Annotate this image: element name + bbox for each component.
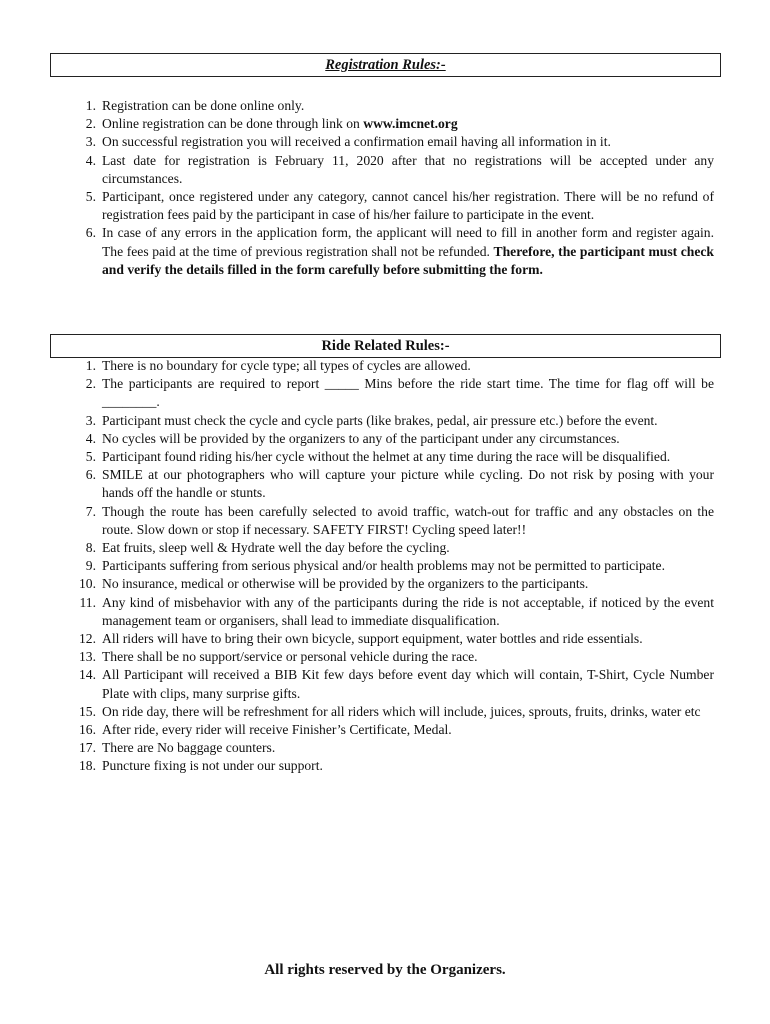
rule-text: No insurance, medical or otherwise will be provided by the organizers to the participants.	[102, 576, 589, 592]
rule-number: 9.	[85, 558, 96, 574]
rule-number: 10.	[79, 576, 96, 592]
rule-number: 18.	[79, 758, 96, 774]
rule-number: 15.	[79, 703, 96, 719]
registration-heading-box	[50, 53, 721, 77]
rule-number: 2.	[85, 116, 96, 132]
rule-number: 6.	[85, 467, 96, 483]
rule-item	[0, 412, 714, 430]
rule-text: No cycles will be provided by the organizers to any of the participant under any circumstances.	[102, 430, 620, 446]
rule-item	[0, 188, 714, 224]
rule-text: There is no boundary for cycle type; all types of cycles are allowed.	[102, 358, 471, 373]
rule-item	[0, 357, 714, 375]
rule-text: All riders will have to bring their own bicycle, support equipment, water bottles and ride essentials.	[102, 631, 643, 647]
footer-rights: All rights reserved by the Organizers.	[264, 962, 506, 978]
rule-number: 16.	[79, 722, 96, 738]
rule-number: 5.	[85, 449, 96, 465]
rule-text: All Participant will received a BIB Kit few days before event day which will contain, T-Shirt, Cycle Number Plate with clips, many surprise gifts.	[102, 667, 714, 701]
rule-item	[0, 224, 714, 279]
rule-text: Participant must check the cycle and cycle parts (like brakes, pedal, air pressure etc.) before the event.	[102, 412, 658, 428]
registration-heading: Registration Rules:-	[325, 57, 446, 73]
rule-number: 14.	[79, 667, 96, 683]
rule-number: 3.	[85, 412, 96, 428]
rule-item	[0, 557, 714, 575]
rule-number: 7.	[85, 503, 96, 519]
rule-number: 2.	[85, 376, 96, 392]
rule-item	[0, 739, 714, 757]
registration-rules-list	[0, 97, 714, 279]
rule-text: Eat fruits, sleep well & Hydrate well the day before the cycling.	[102, 540, 450, 556]
rule-item	[0, 115, 714, 133]
rule-text: Participant, once registered under any category, cannot cancel his/her registration. There will be no refund of registration fees paid by the participant in case of his/her failure to participate in the event.	[102, 189, 714, 223]
rule-bold-text: www.imcnet.org	[363, 116, 458, 132]
rule-number: 5.	[85, 189, 96, 205]
ride-heading-box	[50, 334, 721, 358]
rule-text: On ride day, there will be refreshment for all riders which will include, juices, sprouts, fruits, drinks, water etc	[102, 703, 701, 719]
rule-text: In case of any errors in the application form, the applicant will need to fill in another form and register again. The fees paid at the time of previous registration shall not be refunded.	[102, 225, 714, 259]
rule-text: Participants suffering from serious physical and/or health problems may not be permitted to participate.	[102, 558, 665, 574]
rule-item	[0, 152, 714, 188]
rule-text: On successful registration you will received a confirmation email having all information in it.	[102, 134, 611, 150]
rule-number: 4.	[85, 152, 96, 168]
rule-text: Puncture fixing is not under our support.	[102, 758, 323, 774]
rule-text: Participant found riding his/her cycle without the helmet at any time during the race will be disqualified.	[102, 449, 671, 465]
rule-item	[0, 133, 714, 151]
rule-number: 13.	[79, 649, 96, 665]
rule-text: Last date for registration is February 11, 2020 after that no registrations will be accepted under any circumstances.	[102, 152, 714, 186]
ride-rules-list	[0, 357, 714, 776]
rule-number: 1.	[85, 358, 96, 373]
rule-item	[0, 703, 714, 721]
rule-text: After ride, every rider will receive Finisher’s Certificate, Medal.	[102, 722, 452, 738]
rule-text: The participants are required to report _____ Mins before the ride start time. The time for flag off will be ________.	[102, 376, 714, 410]
rule-item	[0, 539, 714, 557]
rule-item	[0, 466, 714, 502]
rule-item	[0, 757, 714, 775]
ride-heading: Ride Related Rules:-	[321, 338, 450, 354]
rule-item	[0, 630, 714, 648]
rule-number: 6.	[85, 225, 96, 241]
rule-text: Though the route has been carefully selected to avoid traffic, watch-out for traffic and any obstacles on the route. Slow down or stop if necessary. SAFETY FIRST! Cycling speed later!!	[102, 503, 714, 537]
rule-item	[0, 97, 714, 115]
rule-text: Any kind of misbehavior with any of the participants during the ride is not acceptable, if noticed by the event management team or organisers, shall lead to immediate disqualification.	[102, 594, 714, 628]
rule-number: 11.	[79, 594, 96, 610]
rule-item	[0, 666, 714, 702]
rule-item	[0, 575, 714, 593]
rule-item	[0, 503, 714, 539]
rule-item	[0, 594, 714, 630]
rule-number: 17.	[79, 740, 96, 756]
rule-item	[0, 430, 714, 448]
rule-bold-text: Therefore, the participant must check and verify the details filled in the form carefully before submitting the form.	[102, 243, 714, 277]
rule-text: SMILE at our photographers who will capture your picture while cycling. Do not risk by posing with your hands off the handle or stunts.	[102, 467, 714, 501]
rule-number: 12.	[79, 631, 96, 647]
rule-text: Registration can be done online only.	[102, 98, 305, 113]
rule-number: 4.	[85, 430, 96, 446]
rule-number: 1.	[85, 98, 96, 113]
rule-text: Online registration can be done through link on	[102, 116, 364, 132]
rule-item	[0, 375, 714, 411]
rule-item	[0, 648, 714, 666]
rule-text: There are No baggage counters.	[102, 740, 276, 756]
rule-number: 8.	[85, 540, 96, 556]
rule-number: 3.	[85, 134, 96, 150]
rule-item	[0, 448, 714, 466]
rule-item	[0, 721, 714, 739]
rule-text: There shall be no support/service or personal vehicle during the race.	[102, 649, 478, 665]
